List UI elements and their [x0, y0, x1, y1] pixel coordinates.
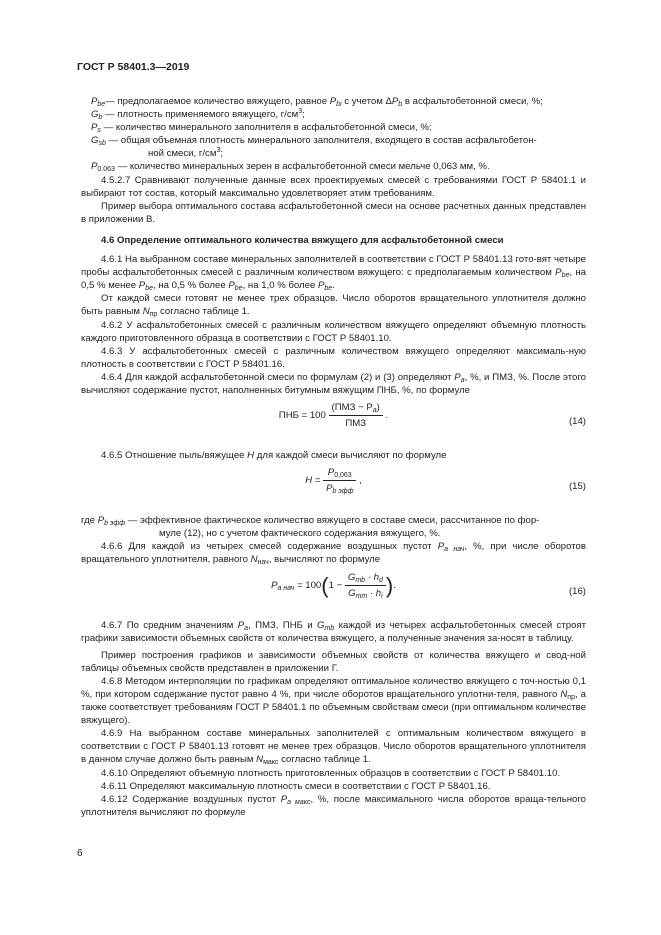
- para-4-5-2-7: 4.5.2.7 Сравнивают полученные данные всех проектируемых смесей с требованиями ГОСТ Р 58401.1 и выбирают тот состав, который максимально удовлетворяет этим требованиям.: [81, 174, 586, 199]
- example-2: Пример построения графиков и зависимости объемных свойств от количества вяжущего и свод-ной таблицы объемных свойств представлен в приложении Г.: [81, 649, 586, 674]
- para-4-6-4: 4.6.4 Для каждой асфальтобетонной смеси по формулам (2) и (3) определяют $P_a$, %, и ПМЗ, %. После этого вычисляют содержание пустот, наполненных битумным вяжущим ПНБ, %, по формуле: [81, 371, 586, 396]
- where-pbeff-cont: муле (12), но с учетом фактического содержания вяжущего, %.: [159, 528, 441, 540]
- section-heading-4-6: 4.6 Определение оптимального количества вяжущего для асфальтобетонной смеси: [101, 234, 504, 246]
- para-4-6-7: 4.6.7 По средним значениям $P_a$, ПМЗ, ПНБ и $G_{mb}$ каждой из четырех асфальтобетонных смесей строят графики зависимости объемных свойств от количества вяжущего, а полученные значения за-носят в таблицу.: [81, 619, 587, 644]
- page-header: ГОСТ Р 58401.3—2019: [77, 61, 190, 73]
- para-4-6-8: 4.6.8 Методом интерполяции по графикам определяют оптимальное количество вяжущего с точ-ностью 0,1 %, при котором содержание пустот равно 4 %, при числе оборотов вращательного уплотни-теля, равного $N_{пр}$, а также соответствует требованиям ГОСТ Р 58401.1 по объемным свойствам смеси (при оптимальном количестве вяжущего).: [81, 675, 586, 727]
- def-ps: $P_s$ — количество минерального заполнителя в асфальтобетонной смеси, %;: [91, 122, 432, 135]
- para-4-6-1-samples: От каждой смеси готовят не менее трех образцов. Число оборотов вращательного уплотнителя должно быть равным $N_{пр}$ согласно таблице 1.: [81, 293, 586, 319]
- formula-number-15: (15): [568, 481, 586, 493]
- def-gsb: $G_{sb}$ — общая объемная плотность минерального заполнителя, входящего в состав асфальтобетон- ной смеси, $г/см^3$;: [91, 135, 537, 160]
- formula-number-14: (14): [568, 416, 586, 428]
- para-4-6-1: 4.6.1 На выбранном составе минеральных заполнителей в соответствии с ГОСТ Р 58401.13 гото-вят четыре пробы асфальтобетонных смесей с различным количеством вяжущего: с предполагаемым количеством $P_{be}$, на 0,5 % менее $P_{be}$, на 0,5 % более $P_{be}$, на 1,0 % более $P_{be}$.: [81, 254, 586, 293]
- para-4-6-5: 4.6.5 Отношение пыль/вяжущее H для каждой смеси вычисляют по формуле: [101, 450, 447, 462]
- formula-14: ПНБ = 100 $\frac{(ПМЗ - P_a)}{\text{ПМЗ}}$ . (14): [278, 402, 586, 430]
- para-4-6-12: 4.6.12 Содержание воздушных пустот $P_{a макс}$, %, после максимального числа оборотов враща-тельного уплотнителя вычисляют по формуле: [81, 793, 586, 818]
- para-4-6-9: 4.6.9 На выбранном составе минеральных заполнителей с оптимальным количеством вяжущего в соответствии с ГОСТ Р 58401.13 готовят не менее трех образцов. Число оборотов вращательного уплотнителя в данном случае должно быть равным $N_{макс}$ согласно таблице 1.: [81, 728, 586, 767]
- example-1: Пример выбора оптимального состава асфальтобетонной смеси на основе расчетных данных представлен в приложении В.: [81, 200, 586, 225]
- para-4-6-6: 4.6.6 Для каждой из четырех смесей содержание воздушных пустот $P_{a нач}$, %, при числе оборотов вращательного уплотнителя, равного $N_{нач}$, вычисляют по формуле: [81, 541, 586, 567]
- document-body: [81, 95, 586, 819]
- para-4-6-10: 4.6.10 Определяют объемную плотность приготовленных образцов в соответствии с ГОСТ Р 58401.10.: [101, 767, 561, 779]
- def-gb: $G_b$ — плотность применяемого вяжущего, $г/см^3$;: [91, 108, 305, 122]
- para-4-6-3: 4.6.3 У асфальтобетонных смесей с различным количеством вяжущего определяют максималь-ную плотность в соответствии с ГОСТ Р 58401.16.: [81, 345, 586, 370]
- formula-16: $P_{a нач} = 100(1$ − $\frac{G_{mb} \cdot h_d}{G_{mm} \cdot h_i}$ ). (16): [271, 571, 586, 600]
- formula-number-16: (16): [568, 585, 586, 597]
- formula-15: H = $\frac{P_{0,063}}{P_{b эфф}}$ , (15): [305, 467, 586, 496]
- page-number: 6: [77, 848, 83, 859]
- para-4-6-2: 4.6.2 У асфальтобетонных смесей с различным количеством вяжущего определяют объемную плотность каждого приготовленного образца в соответствии с ГОСТ Р 58401.10.: [81, 319, 586, 344]
- def-pbe: $P_{be}—$ предполагаемое количество вяжущего, равное $P_{bi}$ с учетом $\Delta P_b$ в асфальтобетонной смеси, %;: [91, 96, 543, 108]
- where-pbeff: где $P_{b эфф}$ — эффективное фактическое количество вяжущего в составе смеси, рассчитанное по фор-: [81, 515, 540, 528]
- def-p0063: $P_{0.063}$ — количество минеральных зерен в асфальтобетонной смеси мельче 0,063 мм, %.: [91, 161, 490, 174]
- para-4-6-11: 4.6.11 Определяют максимальную плотность смеси в соответствии с ГОСТ Р 58401.16.: [101, 780, 491, 792]
